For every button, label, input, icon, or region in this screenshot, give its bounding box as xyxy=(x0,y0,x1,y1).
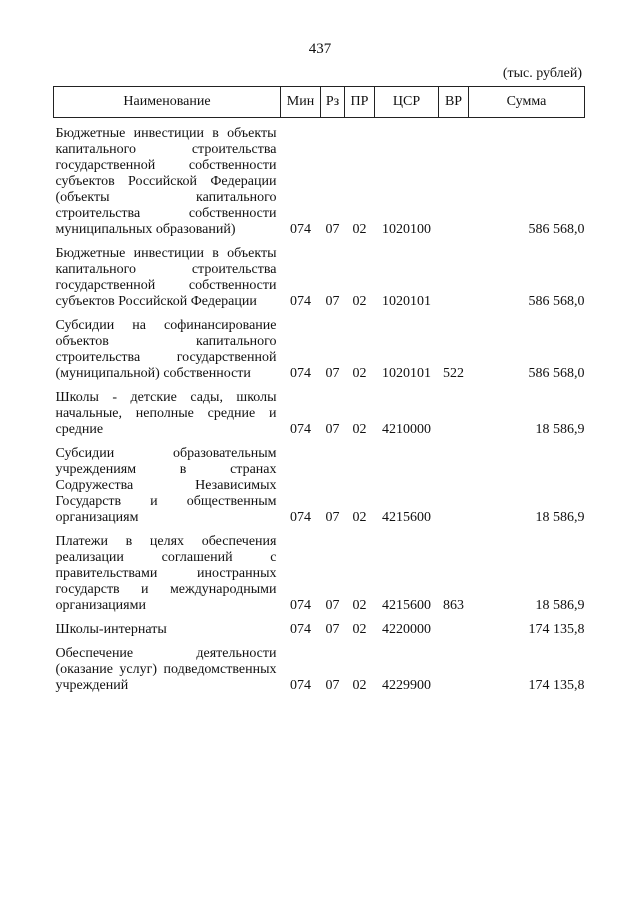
cell-pr: 02 xyxy=(352,422,367,437)
cell-name: Школы-интернаты xyxy=(55,622,167,637)
cell-pr: 02 xyxy=(352,678,367,693)
table-row xyxy=(54,638,585,694)
cell-pr: 02 xyxy=(352,222,367,237)
cell-vr xyxy=(439,118,469,239)
header-pr: ПР xyxy=(345,87,375,118)
table-row xyxy=(54,382,585,438)
cell-csr: 1020101 xyxy=(382,366,431,381)
cell-name: Бюджетные инвестиции в объекты капитального строительства государственной собственности субъектов Российской Федерации xyxy=(55,246,277,309)
cell-csr: 4215600 xyxy=(382,598,431,613)
header-vr: ВР xyxy=(439,87,469,118)
cell-csr: 1020100 xyxy=(382,222,431,237)
cell-csr: 4210000 xyxy=(382,422,431,437)
cell-pr: 02 xyxy=(352,510,367,525)
cell-name: Школы - детские сады, школы начальные, неполные средние и средние xyxy=(55,390,277,437)
cell-vr xyxy=(439,238,469,310)
cell-name: Платежи в целях обеспечения реализации соглашений с правительствами иностранных государств и международными организациями xyxy=(55,534,277,613)
cell-csr: 4220000 xyxy=(382,622,431,637)
table-row xyxy=(54,614,585,638)
table-row xyxy=(54,118,585,239)
cell-vr xyxy=(439,382,469,438)
cell-rz: 07 xyxy=(325,598,340,613)
cell-rz: 07 xyxy=(325,510,340,525)
units-label: (тыс. рублей) xyxy=(502,66,582,81)
cell-name: Обеспечение деятельности (оказание услуг) подведомственных учреждений xyxy=(55,646,277,693)
cell-vr xyxy=(439,638,469,694)
cell-rz: 07 xyxy=(325,294,340,309)
cell-csr: 4215600 xyxy=(382,510,431,525)
budget-table xyxy=(53,86,585,694)
cell-pr: 02 xyxy=(352,294,367,309)
table-row xyxy=(54,310,585,382)
table-row xyxy=(54,526,585,614)
cell-min: 074 xyxy=(290,222,311,237)
cell-min: 074 xyxy=(290,366,311,381)
cell-name: Бюджетные инвестиции в объекты капитального строительства государственной собственности субъектов Российской Федерации (объекты капитального строительства собственности муниципальных образований) xyxy=(55,126,277,237)
cell-rz: 07 xyxy=(325,422,340,437)
cell-min: 074 xyxy=(290,294,311,309)
cell-min: 074 xyxy=(290,622,311,637)
header-name: Наименование xyxy=(54,87,281,118)
header-sum: Сумма xyxy=(469,87,585,118)
cell-sum: 18 586,9 xyxy=(535,510,585,525)
cell-rz: 07 xyxy=(325,366,340,381)
header-min: Мин xyxy=(281,87,321,118)
table-row xyxy=(54,238,585,310)
cell-sum: 586 568,0 xyxy=(528,366,585,381)
cell-rz: 07 xyxy=(325,622,340,637)
table-row xyxy=(54,438,585,526)
table-header-row xyxy=(54,87,585,118)
cell-sum: 18 586,9 xyxy=(535,598,585,613)
cell-csr: 4229900 xyxy=(382,678,431,693)
cell-rz: 07 xyxy=(325,222,340,237)
cell-sum: 586 568,0 xyxy=(528,294,585,309)
cell-vr: 863 xyxy=(443,598,464,613)
cell-pr: 02 xyxy=(352,366,367,381)
cell-sum: 174 135,8 xyxy=(528,622,585,637)
cell-vr xyxy=(439,438,469,526)
cell-vr: 522 xyxy=(443,366,464,381)
cell-name: Субсидии образовательным учреждениям в странах Содружества Независимых Государств и общественным организациям xyxy=(55,446,277,525)
cell-pr: 02 xyxy=(352,598,367,613)
cell-csr: 1020101 xyxy=(382,294,431,309)
cell-sum: 174 135,8 xyxy=(528,678,585,693)
cell-rz: 07 xyxy=(325,678,340,693)
cell-sum: 586 568,0 xyxy=(528,222,585,237)
cell-min: 074 xyxy=(290,510,311,525)
cell-name: Субсидии на софинансирование объектов капитального строительства государственной (муниципальной) собственности xyxy=(55,318,277,381)
cell-min: 074 xyxy=(290,598,311,613)
cell-min: 074 xyxy=(290,678,311,693)
cell-vr xyxy=(439,614,469,638)
header-csr: ЦСР xyxy=(375,87,439,118)
header-rz: Рз xyxy=(321,87,345,118)
page-number: 437 xyxy=(308,41,332,57)
cell-min: 074 xyxy=(290,422,311,437)
cell-sum: 18 586,9 xyxy=(535,422,585,437)
cell-pr: 02 xyxy=(352,622,367,637)
